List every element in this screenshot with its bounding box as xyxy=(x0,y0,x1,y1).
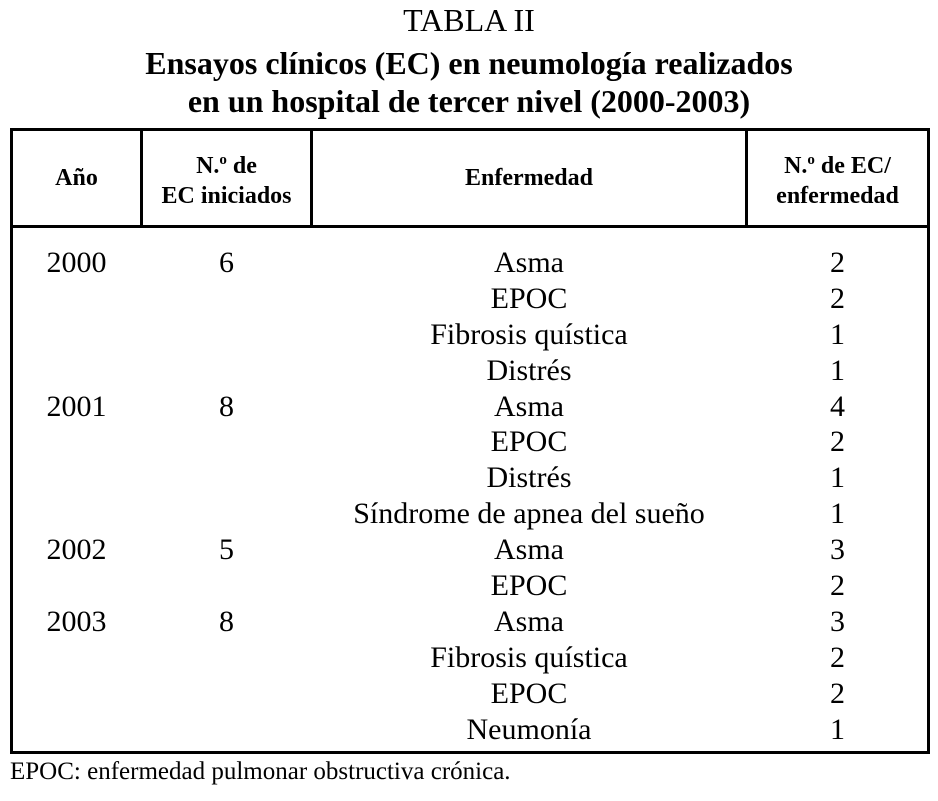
year-cell: 2002 xyxy=(46,533,107,567)
table-row xyxy=(13,604,927,640)
table-row xyxy=(13,676,927,712)
disease-cell: Síndrome de apnea del sueño xyxy=(353,497,705,531)
disease-cell: Fibrosis quística xyxy=(430,640,628,674)
header-disease-label: Enfermedad xyxy=(465,165,593,191)
trials-per-disease-cell: 2 xyxy=(830,246,845,279)
table-row xyxy=(13,245,927,281)
header-trials-per-disease-suffix: de EC/ xyxy=(814,153,891,179)
header-year xyxy=(13,131,143,225)
table-row xyxy=(13,532,927,568)
trials-per-disease-cell: 1 xyxy=(830,353,845,387)
table-row xyxy=(13,640,927,676)
header-trials-started xyxy=(143,131,313,225)
trials-per-disease-cell: 2 xyxy=(830,676,845,710)
header-trials-per-disease-line-1 xyxy=(776,145,899,181)
year-cell: 2000 xyxy=(46,246,107,279)
disease-cell: Fibrosis quística xyxy=(430,317,628,351)
table-row xyxy=(13,496,927,532)
header-trials-started-prefix: N. xyxy=(196,153,220,179)
trials-per-disease-cell: 2 xyxy=(830,640,845,674)
trials-per-disease-cell: 4 xyxy=(830,389,845,423)
trials-started-cell: 5 xyxy=(219,533,234,567)
trials-per-disease-cell: 3 xyxy=(830,533,845,567)
table-header-row xyxy=(13,131,927,228)
disease-cell: Asma xyxy=(494,246,564,279)
table-row xyxy=(13,460,927,496)
table-row xyxy=(13,568,927,604)
trials-per-disease-cell: 1 xyxy=(830,317,845,351)
trials-per-disease-cell: 2 xyxy=(830,425,845,459)
header-trials-per-disease-prefix: N. xyxy=(784,153,808,179)
table-title-line-2: en un hospital de tercer nivel (2000-2003) xyxy=(187,83,751,119)
disease-cell: Asma xyxy=(494,533,564,567)
trials-per-disease-cell: 2 xyxy=(830,569,845,603)
trials-per-disease-cell: 1 xyxy=(830,497,845,531)
header-year-label: Año xyxy=(55,165,98,191)
disease-cell: Distrés xyxy=(486,461,572,495)
trials-per-disease-cell: 1 xyxy=(830,461,845,495)
disease-cell: Asma xyxy=(494,389,564,423)
table-title xyxy=(0,44,938,120)
table-row xyxy=(13,424,927,460)
disease-cell: Asma xyxy=(494,604,564,638)
table-label: TABLA II xyxy=(403,2,535,38)
table-row xyxy=(13,389,927,425)
trials-started-cell: 6 xyxy=(219,246,234,279)
table-footnote: EPOC: enfermedad pulmonar obstructiva crónica. xyxy=(10,758,511,785)
header-trials-per-disease-ordinal: o xyxy=(807,152,815,168)
clinical-trials-table xyxy=(10,128,930,754)
header-disease xyxy=(313,131,748,225)
header-trials-started-line-2: EC iniciados xyxy=(161,183,292,209)
trials-per-disease-cell: 2 xyxy=(830,281,845,315)
header-trials-per-disease-line-2: enfermedad xyxy=(776,183,899,209)
disease-cell: Neumonía xyxy=(466,712,592,746)
header-trials-started-ordinal: o xyxy=(219,152,227,168)
trials-started-cell: 8 xyxy=(219,389,234,423)
table-row xyxy=(13,712,927,748)
table-row xyxy=(13,281,927,317)
disease-cell: Distrés xyxy=(486,353,572,387)
trials-per-disease-cell: 3 xyxy=(830,604,845,638)
disease-cell: EPOC xyxy=(490,569,568,603)
header-trials-started-line-1 xyxy=(161,145,291,181)
year-cell: 2001 xyxy=(46,389,107,423)
table-body xyxy=(13,245,927,747)
year-cell: 2003 xyxy=(46,604,107,638)
trials-per-disease-cell: 1 xyxy=(830,712,845,746)
trials-started-cell: 8 xyxy=(219,604,234,638)
table-title-line-1: Ensayos clínicos (EC) en neumología realizados xyxy=(145,45,793,81)
table-row xyxy=(13,353,927,389)
table-row xyxy=(13,317,927,353)
disease-cell: EPOC xyxy=(490,281,568,315)
header-trials-per-disease xyxy=(748,131,927,225)
disease-cell: EPOC xyxy=(490,676,568,710)
header-trials-started-suffix: de xyxy=(226,153,257,179)
disease-cell: EPOC xyxy=(490,425,568,459)
